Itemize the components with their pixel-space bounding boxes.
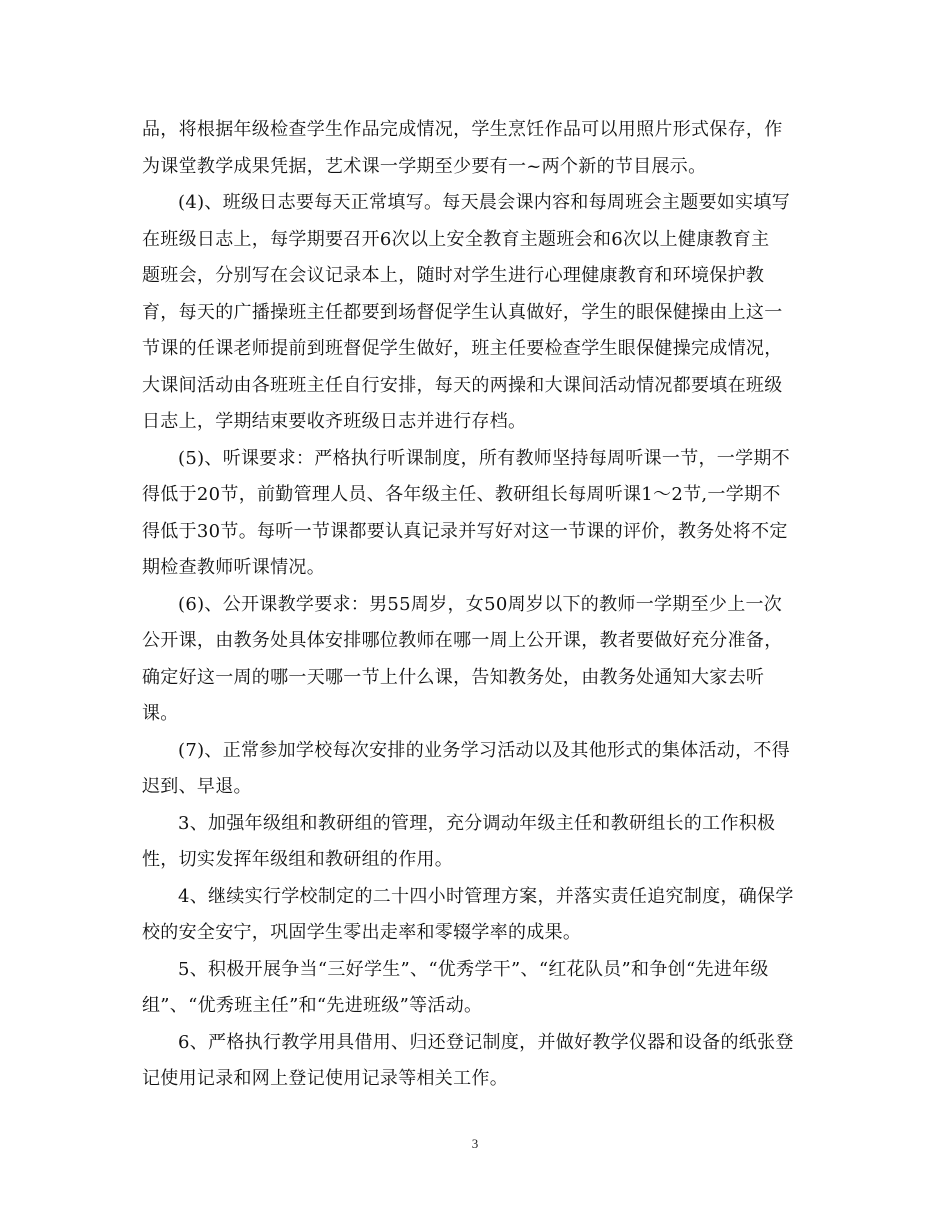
text-line: 确定好这一周的哪一天哪一节上什么课，告知教务处，由教务处通知大家去听: [142, 666, 765, 688]
text-line: (4)、班级日志要每天正常填写。每天晨会课内容和每周班会主题要如实填写: [178, 192, 790, 213]
text-line: 性，切实发挥年级组和教研组的作用。: [142, 849, 454, 870]
paragraph-class-log: [142, 185, 810, 441]
text-line: 公开课，由教务处具体安排哪位教师在哪一周上公开课，教者要做好充分准备，: [142, 630, 783, 651]
text-line: 日志上，学期结束要收齐班级日志并进行存档。: [142, 411, 527, 432]
text-line: 在班级日志上，每学期要召开6次以上安全教育主题班会和6次以上健康教育主: [142, 228, 770, 250]
text-line: 3、加强年级组和教研组的管理，充分调动年级主任和教研组长的工作积极: [178, 812, 776, 834]
paragraph-lesson-observation: [142, 441, 810, 587]
paragraph-open-class: [142, 587, 810, 733]
text-line: 育，每天的广播操班主任都要到场督促学生认真做好，学生的眼保健操由上这一: [142, 301, 783, 323]
text-line: (6)、公开课教学要求：男55周岁，女50周岁以下的教师一学期至少上一次: [178, 593, 783, 615]
text-line: 校的安全安宁，巩固学生零出走率和零辍学率的成果。: [142, 922, 582, 943]
text-line: 节课的任课老师提前到班督促学生做好，班主任要检查学生眼保健操完成情况，: [142, 338, 783, 359]
page-number: 3: [471, 1136, 479, 1151]
paragraph-continued-art-course: [142, 112, 810, 185]
text-line: (5)、听课要求：严格执行听课制度，所有教师坚持每周听课一节，一学期不: [178, 447, 790, 469]
text-line: 品，将根据年级检查学生作品完成情况，学生烹饪作品可以用照片形式保存，作: [142, 119, 783, 140]
text-line: 4、继续实行学校制定的二十四小时管理方案，并落实责任追究制度，确保学: [178, 885, 794, 907]
document-body: [142, 112, 810, 1098]
text-line: 题班会，分别写在会议记录本上，随时对学生进行心理健康教育和环境保护教: [142, 265, 765, 286]
text-line: 大课间活动由各班班主任自行安排，每天的两操和大课间活动情况都要填在班级: [142, 374, 783, 396]
text-line: 6、严格执行教学用具借用、归还登记制度，并做好教学仪器和设备的纸张登: [178, 1031, 794, 1053]
paragraph-honor-activities: [142, 952, 810, 1025]
text-line: 迟到、早退。: [142, 776, 252, 797]
text-line: 记使用记录和网上登记使用记录等相关工作。: [142, 1068, 508, 1089]
text-line: 为课堂教学成果凭据，艺术课一学期至少要有一~两个新的节目展示。: [142, 155, 707, 177]
text-line: 期检查教师听课情况。: [142, 557, 325, 578]
paragraph-grade-groups: [142, 806, 810, 879]
paragraph-study-activities: [142, 733, 810, 806]
text-line: 得低于20节，前勤管理人员、各年级主任、教研组长每周听课1～2节,一学期不: [142, 484, 781, 505]
paragraph-equipment-registration: [142, 1025, 810, 1098]
text-line: 得低于30节。每听一节课都要认真记录并写好对这一节课的评价，教务处将不定: [142, 520, 788, 542]
text-line: 5、积极开展争当“三好学生”、“优秀学干”、“红花队员”和争创“先进年级: [178, 958, 769, 980]
text-line: 课。: [142, 703, 179, 724]
text-line: (7)、正常参加学校每次安排的业务学习活动以及其他形式的集体活动，不得: [178, 739, 790, 761]
text-line: 组”、“优秀班主任”和“先进班级”等活动。: [142, 995, 483, 1016]
paragraph-safety-management: [142, 879, 810, 952]
